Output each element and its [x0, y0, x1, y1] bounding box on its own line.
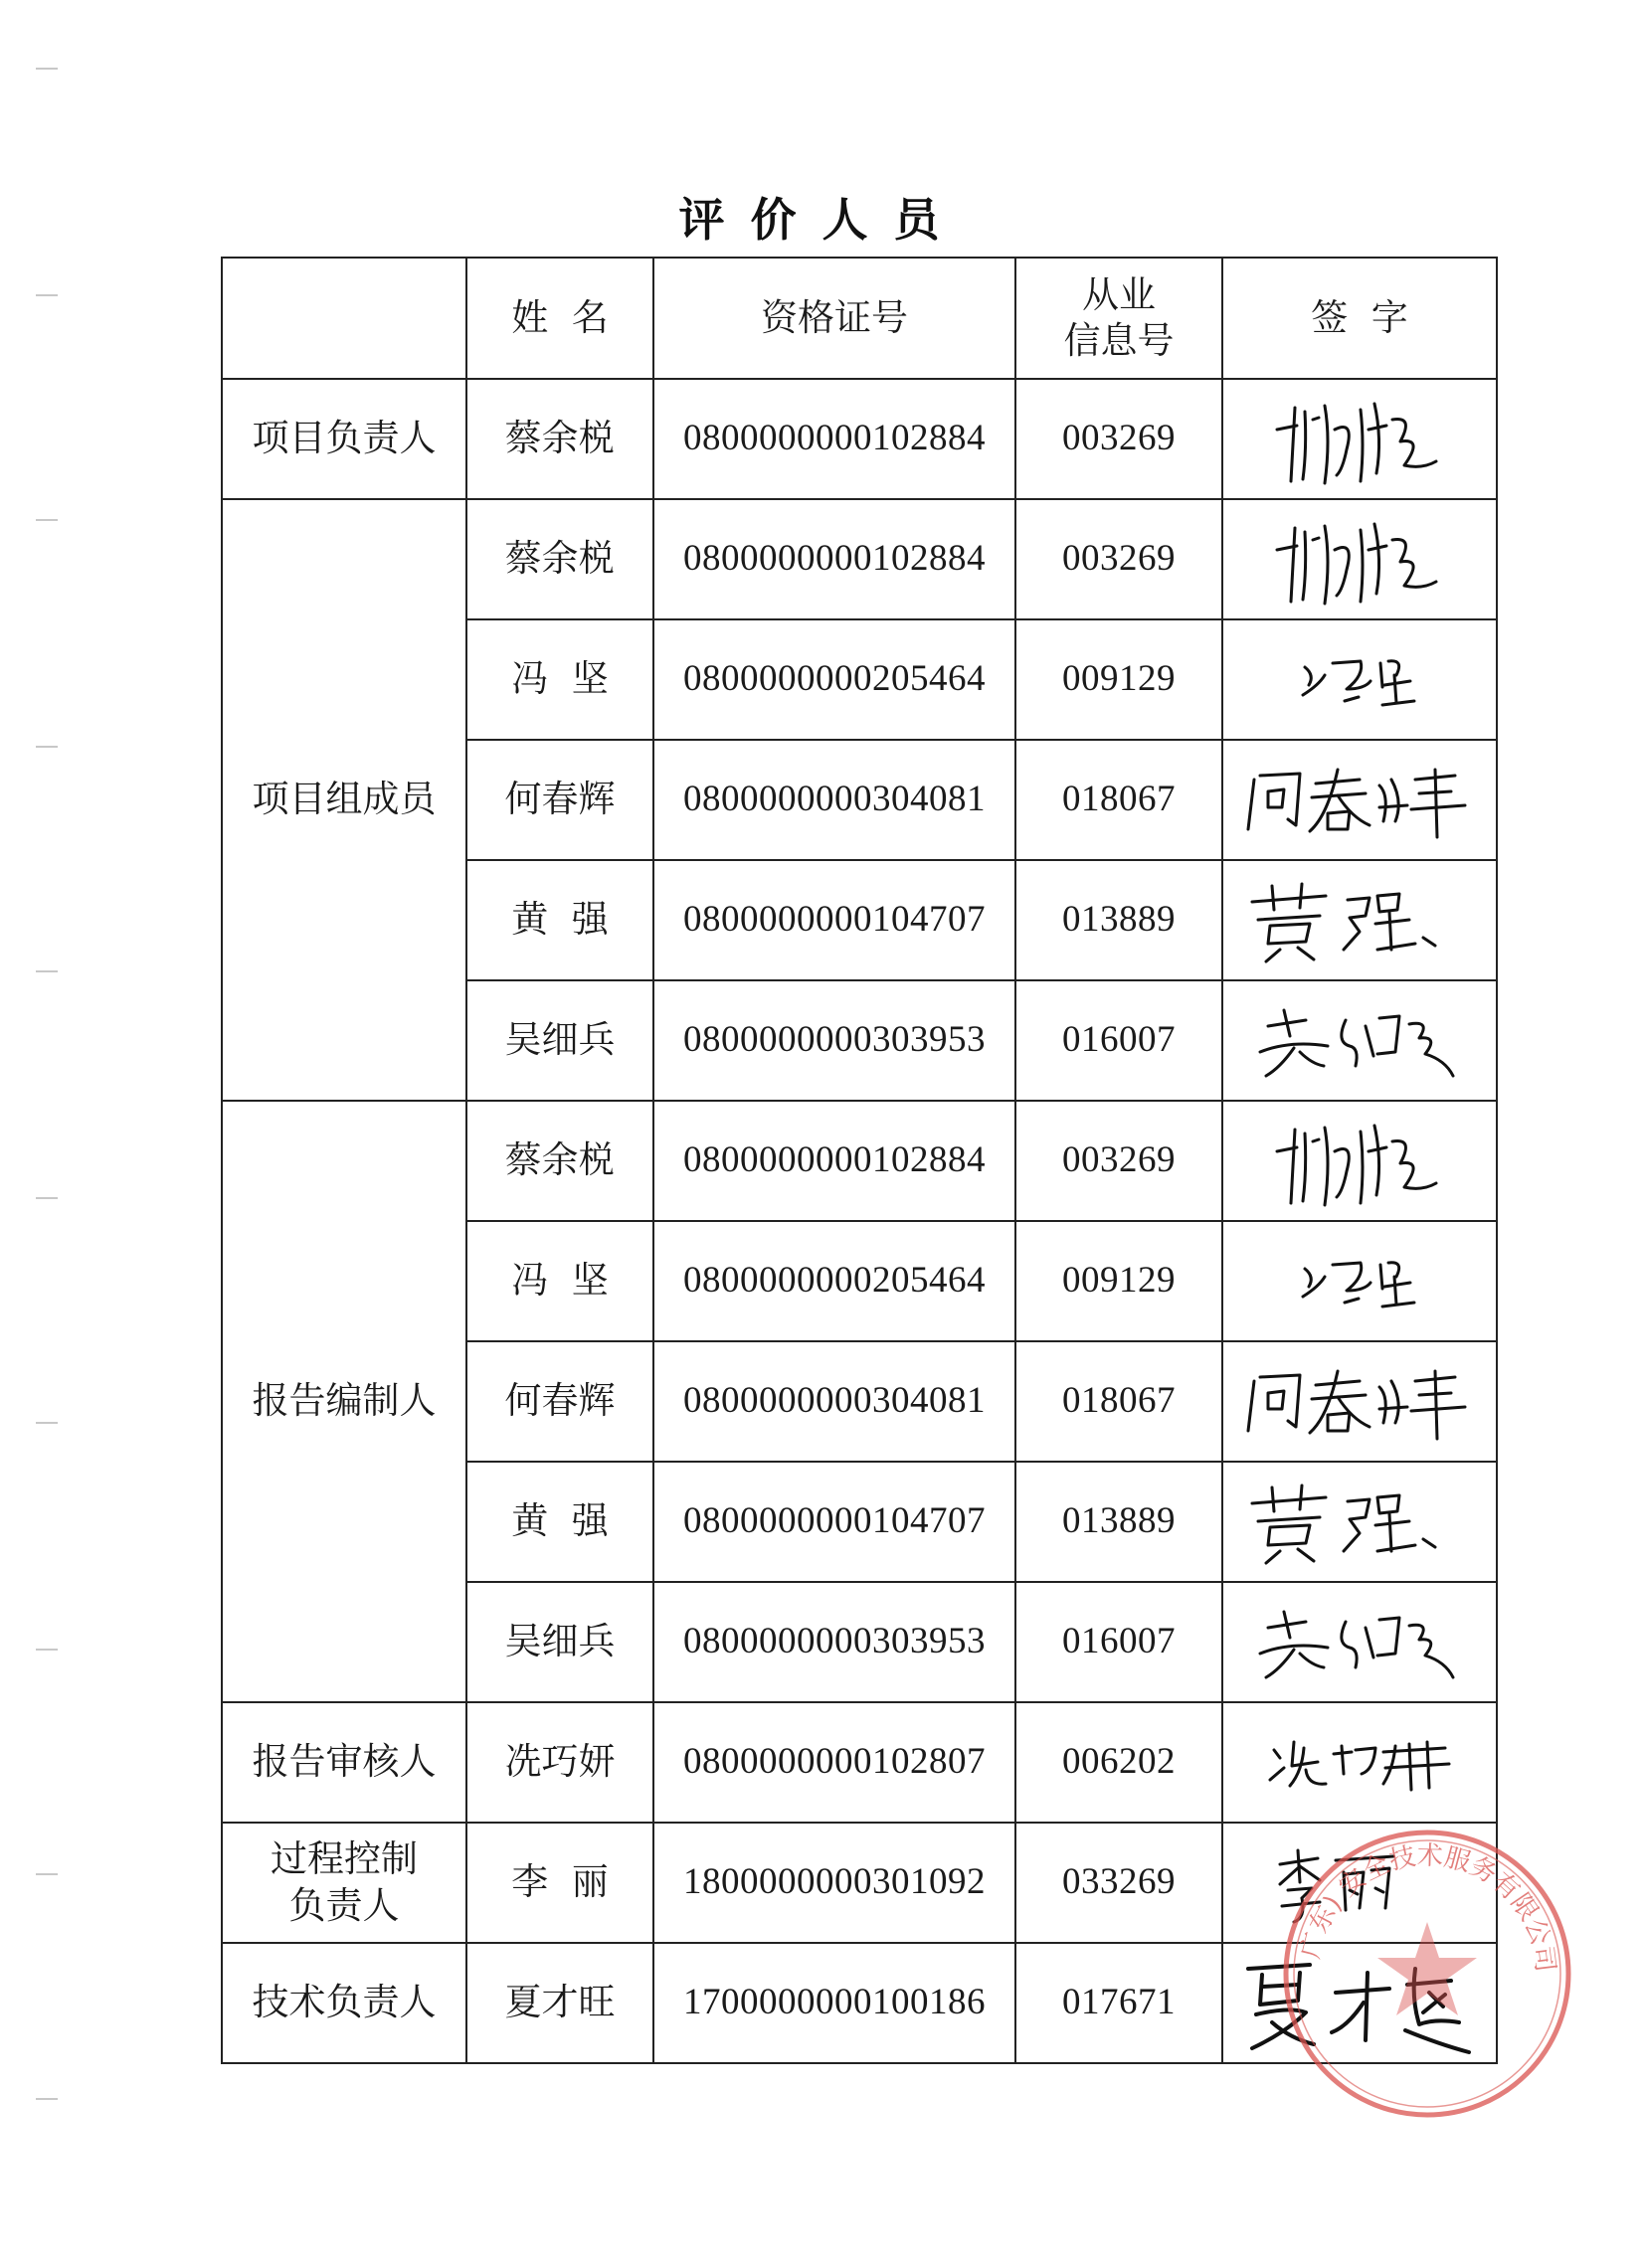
- cert-number: 0800000000104707: [653, 1462, 1015, 1582]
- cert-number: 0800000000102807: [653, 1702, 1015, 1823]
- signature: [1222, 1702, 1497, 1823]
- margin-tick: [36, 68, 58, 70]
- margin-tick: [36, 2098, 58, 2100]
- signature: [1222, 860, 1497, 980]
- info-number: 018067: [1015, 1341, 1222, 1462]
- signature: [1222, 1943, 1497, 2063]
- role-project-lead: 项目负责人: [222, 379, 466, 499]
- signature: [1222, 379, 1497, 499]
- person-name: 吴细兵: [466, 980, 653, 1101]
- person-name: 黄 强: [466, 1462, 653, 1582]
- signature-cai: [1265, 510, 1454, 610]
- info-number: 006202: [1015, 1702, 1222, 1823]
- person-name: 何春辉: [466, 1341, 653, 1462]
- person-name: 何春辉: [466, 740, 653, 860]
- cert-number: 1700000000100186: [653, 1943, 1015, 2063]
- margin-tick: [36, 294, 58, 296]
- cert-number: 0800000000102884: [653, 1101, 1015, 1221]
- signature: [1222, 1341, 1497, 1462]
- table-row: [222, 1101, 1497, 1221]
- table-row: [222, 1943, 1497, 2063]
- signature-he: [1240, 1357, 1479, 1447]
- info-number: 033269: [1015, 1823, 1222, 1943]
- evaluator-table: [221, 257, 1498, 2064]
- margin-tick: [36, 970, 58, 972]
- person-name: 蔡余棁: [466, 499, 653, 619]
- header-name: 姓 名: [466, 258, 653, 379]
- signature: [1222, 980, 1497, 1101]
- role-process-control-line1: 过程控制: [271, 1837, 418, 1881]
- header-info-line2: 信息号: [1063, 319, 1175, 362]
- cert-number: 0800000000303953: [653, 1582, 1015, 1702]
- signature-wu: [1250, 996, 1469, 1086]
- signature-feng: [1285, 1247, 1434, 1316]
- signature-he: [1240, 756, 1479, 845]
- signature-xian: [1260, 1728, 1459, 1798]
- person-name: 冯 坚: [466, 1221, 653, 1341]
- signature-huang: [1240, 1478, 1479, 1567]
- signature-li: [1260, 1838, 1459, 1928]
- person-name: 冯 坚: [466, 619, 653, 740]
- signature: [1222, 740, 1497, 860]
- header-info-line1: 从业: [1082, 272, 1156, 316]
- table-row: [222, 379, 1497, 499]
- role-tech-lead: 技术负责人: [222, 1943, 466, 2063]
- header-role: [222, 258, 466, 379]
- cert-number: 0800000000104707: [653, 860, 1015, 980]
- cert-number: 0800000000102884: [653, 379, 1015, 499]
- margin-tick: [36, 1873, 58, 1875]
- header-info: [1015, 258, 1222, 379]
- margin-tick: [36, 1422, 58, 1424]
- person-name: 吴细兵: [466, 1582, 653, 1702]
- signature: [1222, 1823, 1497, 1943]
- cert-number: 0800000000205464: [653, 1221, 1015, 1341]
- cert-number: 0800000000205464: [653, 619, 1015, 740]
- person-name: 夏才旺: [466, 1943, 653, 2063]
- table-row: [222, 1702, 1497, 1823]
- header-cert: 资格证号: [653, 258, 1015, 379]
- margin-tick: [36, 519, 58, 521]
- signature-feng: [1285, 645, 1434, 715]
- cert-number: 0800000000102884: [653, 499, 1015, 619]
- role-process-control-line2: 负责人: [288, 1883, 400, 1927]
- info-number: 013889: [1015, 1462, 1222, 1582]
- info-number: 016007: [1015, 980, 1222, 1101]
- margin-tick: [36, 1197, 58, 1199]
- signature: [1222, 1462, 1497, 1582]
- role-report-reviewer: 报告审核人: [222, 1702, 466, 1823]
- table-row: [222, 499, 1497, 619]
- header-row: [222, 258, 1497, 379]
- signature: [1222, 619, 1497, 740]
- margin-tick: [36, 746, 58, 748]
- table-row: [222, 1823, 1497, 1943]
- signature: [1222, 1101, 1497, 1221]
- role-project-members: 项目组成员: [222, 499, 466, 1101]
- cert-number: 0800000000303953: [653, 980, 1015, 1101]
- info-number: 018067: [1015, 740, 1222, 860]
- signature: [1222, 1221, 1497, 1341]
- role-process-control: [222, 1823, 466, 1943]
- page-title: 评价人员: [678, 193, 966, 247]
- info-number: 009129: [1015, 619, 1222, 740]
- info-number: 009129: [1015, 1221, 1222, 1341]
- svg-text:广东) 安全技术服务有限公司: 广东) 安全技术服务有限公司: [1295, 1840, 1560, 1975]
- margin-tick: [36, 1649, 58, 1651]
- signature-wu: [1250, 1598, 1469, 1687]
- info-number: 003269: [1015, 379, 1222, 499]
- cert-number: 0800000000304081: [653, 740, 1015, 860]
- cert-number: 0800000000304081: [653, 1341, 1015, 1462]
- cert-number: 1800000000301092: [653, 1823, 1015, 1943]
- info-number: 003269: [1015, 499, 1222, 619]
- signature-xia: [1240, 1949, 1479, 2058]
- header-sign: 签 字: [1222, 258, 1497, 379]
- info-number: 016007: [1015, 1582, 1222, 1702]
- info-number: 003269: [1015, 1101, 1222, 1221]
- person-name: 蔡余棁: [466, 379, 653, 499]
- signature-cai: [1265, 1112, 1454, 1211]
- person-name: 蔡余棁: [466, 1101, 653, 1221]
- signature: [1222, 499, 1497, 619]
- signature: [1222, 1582, 1497, 1702]
- signature-cai: [1265, 390, 1454, 489]
- signature-huang: [1240, 876, 1479, 965]
- info-number: 017671: [1015, 1943, 1222, 2063]
- info-number: 013889: [1015, 860, 1222, 980]
- person-name: 冼巧妍: [466, 1702, 653, 1823]
- person-name: 黄 强: [466, 860, 653, 980]
- person-name: 李 丽: [466, 1823, 653, 1943]
- role-report-writers: 报告编制人: [222, 1101, 466, 1702]
